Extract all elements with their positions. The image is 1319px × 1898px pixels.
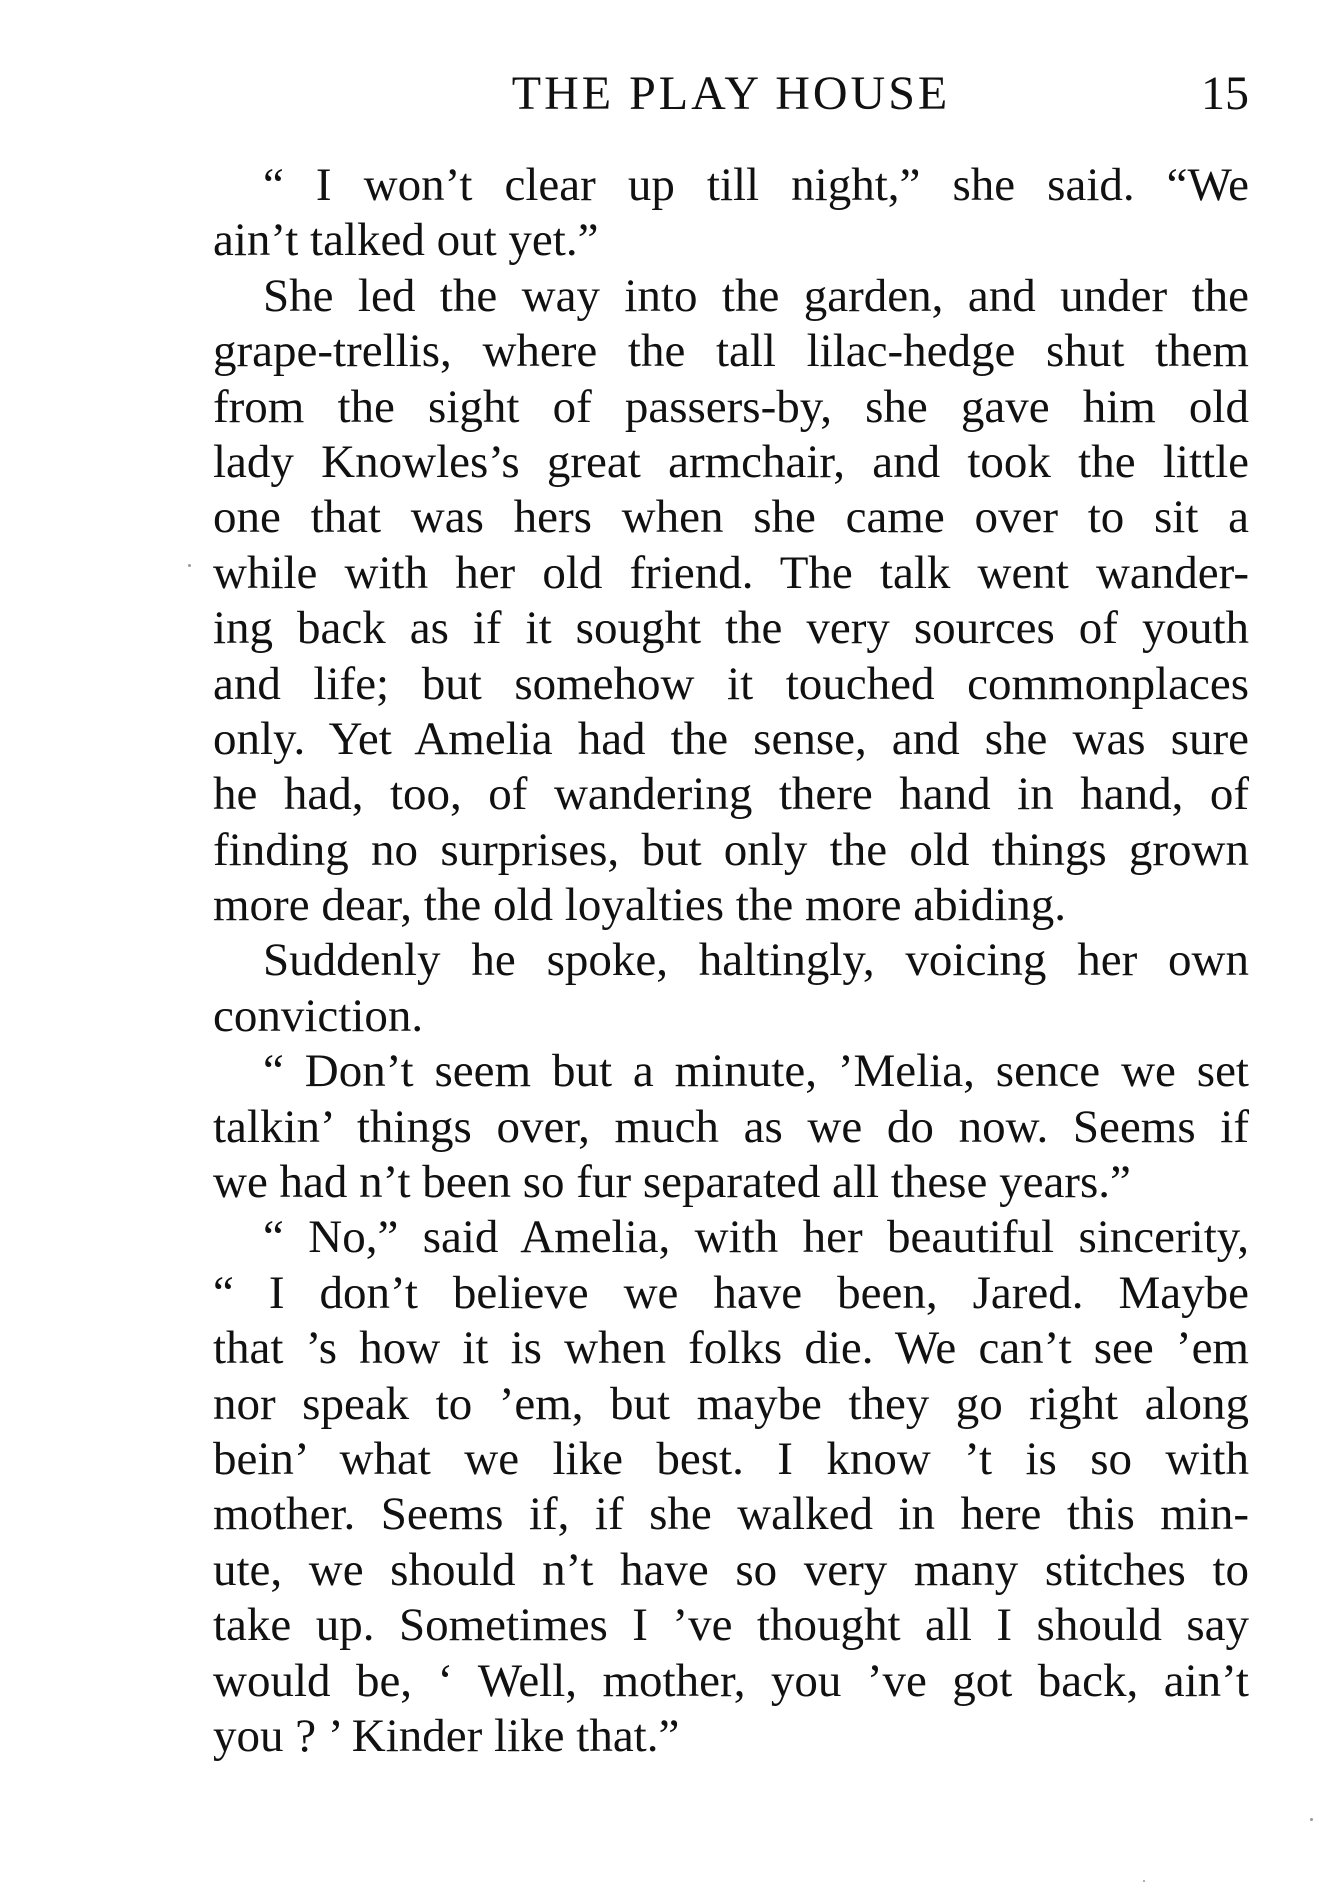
text-line: that ’s how it is when folks die. We can’t see ’em [213, 1322, 1249, 1375]
text-line: ing back as if it sought the very sources of youth [213, 602, 1249, 655]
text-line: you ? ’ Kinder like that.” [213, 1709, 680, 1762]
running-head: THE PLAY HOUSE [511, 67, 951, 120]
text-line: while with her old friend. The talk went wander- [213, 546, 1249, 599]
text-line: Suddenly he spoke, haltingly, voicing her own [263, 934, 1249, 987]
text-line: one that was hers when she came over to sit a [213, 491, 1249, 544]
body-text [213, 158, 1249, 1764]
text-line: nor speak to ’em, but maybe they go right along [213, 1377, 1249, 1430]
text-line: we had n’t been so fur separated all these years.” [213, 1156, 1131, 1209]
text-line: and life; but somehow it touched commonplaces [213, 657, 1249, 710]
text-line: from the sight of passers-by, she gave him old [213, 380, 1249, 433]
text-line: “ I won’t clear up till night,” she said. “We [263, 159, 1249, 211]
paper-speck [1310, 1818, 1313, 1821]
text-line: conviction. [213, 989, 424, 1042]
paper-speck [1143, 1880, 1145, 1882]
text-line: he had, too, of wandering there hand in hand, of [213, 768, 1249, 821]
text-line: bein’ what we like best. I know ’t is so with [213, 1432, 1249, 1485]
text-line: “ Don’t seem but a minute, ’Melia, sence we set [263, 1045, 1249, 1098]
text-line: ute, we should n’t have so very many stitches to [213, 1543, 1249, 1596]
text-line: “ No,” said Amelia, with her beautiful sincerity, [263, 1211, 1249, 1264]
paper-speck [188, 564, 191, 567]
text-line: only. Yet Amelia had the sense, and she was sure [213, 712, 1249, 765]
text-line: mother. Seems if, if she walked in here this min- [213, 1488, 1249, 1541]
text-line: take up. Sometimes I ’ve thought all I should say [213, 1599, 1249, 1652]
text-line: talkin’ things over, much as we do now. Seems if [213, 1100, 1249, 1153]
page-number: 15 [1201, 67, 1249, 120]
text-line: “ I don’t believe we have been, Jared. Maybe [213, 1266, 1249, 1319]
text-line: She led the way into the garden, and under the [263, 269, 1249, 322]
text-line: finding no surprises, but only the old things grown [213, 823, 1249, 876]
text-line: more dear, the old loyalties the more abiding. [213, 879, 1066, 932]
text-line: would be, ‘ Well, mother, you ’ve got back, ain’t [213, 1654, 1249, 1707]
text-line: ain’t talked out yet.” [213, 214, 599, 267]
text-line: lady Knowles’s great armchair, and took the little [213, 435, 1249, 488]
page-header [213, 64, 1249, 124]
text-line: grape-trellis, where the tall lilac-hedge shut them [213, 325, 1249, 378]
